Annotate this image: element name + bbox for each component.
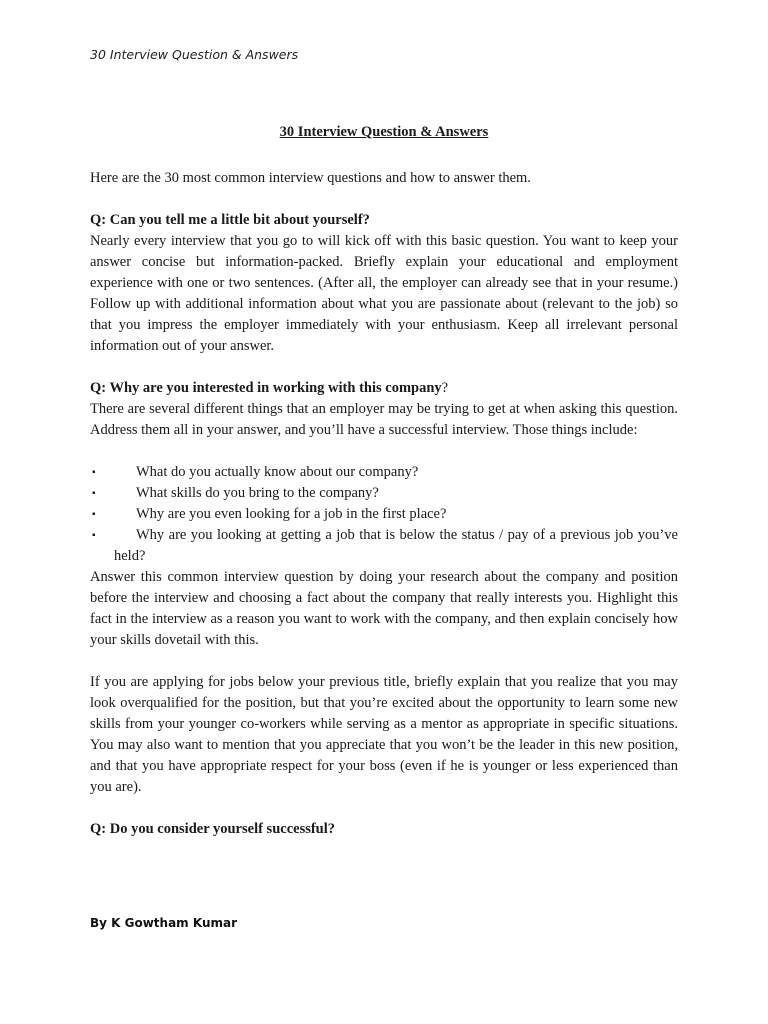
question-1: Q: Can you tell me a little bit about yourself? [90,212,370,228]
answer-2-part-2: If you are applying for jobs below your previous title, briefly explain that you realize that you may look overqualified for the position, but that you’re excited about the opportunity to learn some new skills from your younger co-workers while serving as a mentor as appropriate in specific situations. You may also want to mention that you appreciate that you won’t be the leader in this new position, and that you have appropriate respect for your boss (even if he is younger or less experienced than you are). [90,674,678,795]
bullet-icon: ▪ [92,509,96,520]
list-item: ▪ What do you actually know about our company? [90,462,678,483]
document-title: 30 Interview Question & Answers [279,124,489,140]
intro-paragraph: Here are the 30 most common interview questions and how to answer them. [90,170,531,186]
bullet-icon: ▪ [92,530,96,541]
bullet-icon: ▪ [92,488,96,499]
list-item: ▪ Why are you even looking for a job in the first place? [90,504,678,525]
running-header: 30 Interview Question & Answers [90,47,299,62]
question-2-bullet-list [90,462,678,567]
question-2-text: Q: Why are you interested in working with this company [90,380,442,396]
author-footer: By K Gowtham Kumar [90,916,238,930]
document-body [90,168,678,840]
answer-1: Nearly every interview that you go to will kick off with this basic question. You want to keep your answer concise but information-packed. Briefly explain your educational and employment experience with one or two sentences. (After all, the employer can already see that in your resume.) Follow up with additional information about what you are passionate about (relevant to the job) so that you impress the employer immediately with your enthusiasm. Keep all irrelevant personal information out of your answer. [90,233,678,354]
list-item: ▪ What skills do you bring to the company? [90,483,678,504]
question-2-lead: There are several different things that an employer may be trying to get at when asking this question. Address them all in your answer, and you’ll have a successful interview. Those things include: [90,401,678,438]
list-item: ▪ Why are you looking at getting a job that is below the status / pay of a previous job you’ve held? [92,527,678,564]
question-2-mark: ? [441,380,449,396]
question-2 [90,378,678,399]
answer-2-part-1: Answer this common interview question by doing your research about the company and position before the interview and choosing a fact about the company that really interests you. Highlight this fact in the interview as a reason you want to work with the company, and then explain concisely how your skills dovetail with this. [90,569,678,648]
bullet-icon: ▪ [92,467,96,478]
question-3: Q: Do you consider yourself successful? [90,821,336,837]
